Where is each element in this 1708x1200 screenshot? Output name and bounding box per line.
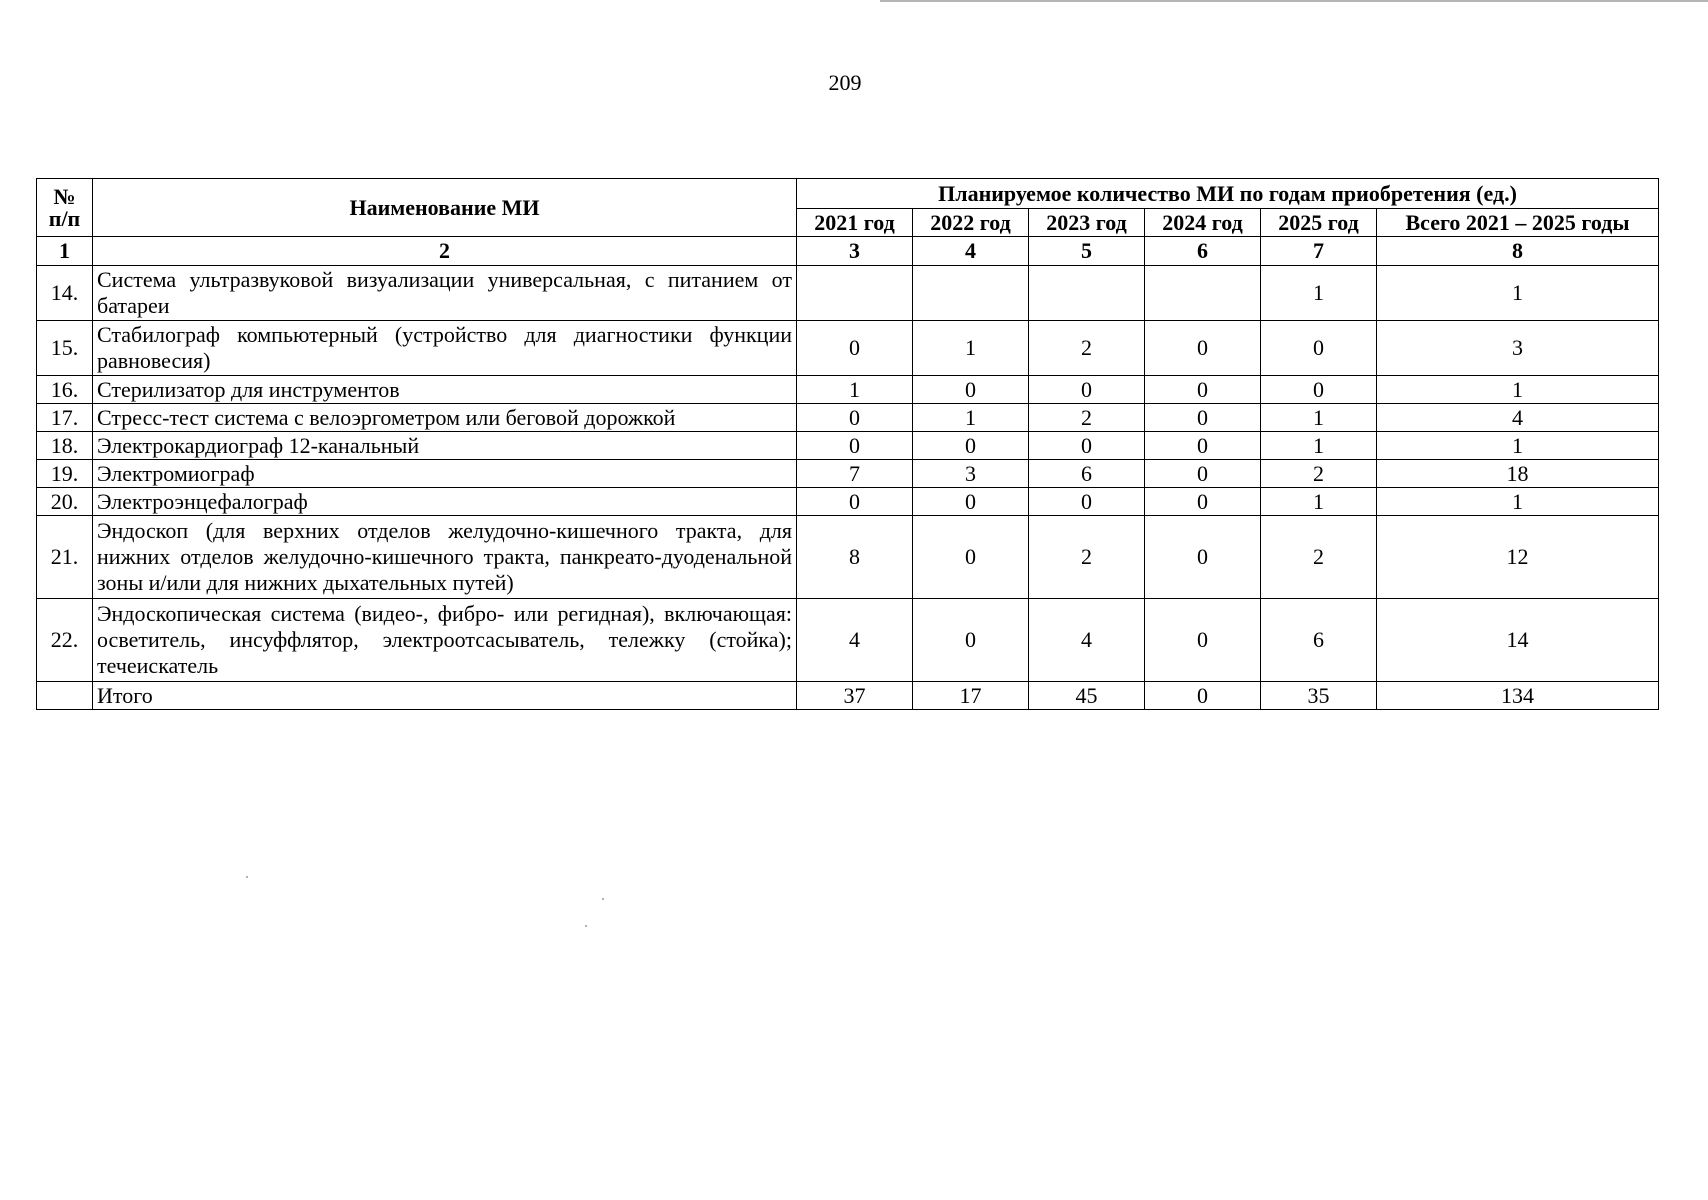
value-2024 <box>1145 266 1261 321</box>
value-2022 <box>913 266 1029 321</box>
top-edge-rule <box>880 0 1708 2</box>
value-2025: 2 <box>1261 460 1377 488</box>
column-number: 5 <box>1029 237 1145 266</box>
value-2024: 0 <box>1145 404 1261 432</box>
value-2025: 0 <box>1261 321 1377 376</box>
value-2024: 0 <box>1145 321 1261 376</box>
value-2023: 4 <box>1029 599 1145 682</box>
row-name: Стресс-тест система с велоэргометром или беговой дорожкой <box>93 404 797 432</box>
header-no-line1: № <box>53 183 76 209</box>
value-2021: 0 <box>797 321 913 376</box>
column-number: 1 <box>37 237 93 266</box>
value-2023: 6 <box>1029 460 1145 488</box>
total-label: Итого <box>93 682 797 710</box>
total-2023: 45 <box>1029 682 1145 710</box>
row-number: 18. <box>37 432 93 460</box>
header-group: Планируемое количество МИ по годам приобретения (ед.) <box>797 179 1659 209</box>
page-number: 209 <box>828 70 862 95</box>
column-number: 6 <box>1145 237 1261 266</box>
row-number: 20. <box>37 488 93 516</box>
header-name: Наименование МИ <box>93 179 797 237</box>
header-year-2022: 2022 год <box>913 209 1029 237</box>
value-2023: 2 <box>1029 404 1145 432</box>
total-2024: 0 <box>1145 682 1261 710</box>
scan-speck <box>246 876 248 878</box>
value-2024: 0 <box>1145 599 1261 682</box>
value-2024: 0 <box>1145 432 1261 460</box>
table-row <box>37 460 1659 488</box>
value-2023: 2 <box>1029 516 1145 599</box>
value-2024: 0 <box>1145 376 1261 404</box>
row-number: 14. <box>37 266 93 321</box>
row-name: Эндоскопическая система (видео-, фибро- или регидная), включающая: осветитель, инсуффлятор, электроотсасыватель, тележку (стойка); течеискатель <box>93 599 797 682</box>
value-2023: 0 <box>1029 376 1145 404</box>
value-2025: 2 <box>1261 516 1377 599</box>
value-2021 <box>797 266 913 321</box>
value-total: 18 <box>1377 460 1659 488</box>
value-2021: 0 <box>797 488 913 516</box>
value-2023: 0 <box>1029 432 1145 460</box>
total-all: 134 <box>1377 682 1659 710</box>
value-2023 <box>1029 266 1145 321</box>
table-row <box>37 432 1659 460</box>
value-2024: 0 <box>1145 488 1261 516</box>
header-year-2021: 2021 год <box>797 209 913 237</box>
value-total: 4 <box>1377 404 1659 432</box>
total-2021: 37 <box>797 682 913 710</box>
column-number: 4 <box>913 237 1029 266</box>
value-2022: 0 <box>913 432 1029 460</box>
header-year-2025: 2025 год <box>1261 209 1377 237</box>
value-2021: 1 <box>797 376 913 404</box>
table-body <box>37 266 1659 710</box>
total-row-number <box>37 682 93 710</box>
row-name: Стабилограф компьютерный (устройство для диагностики функции равновесия) <box>93 321 797 376</box>
value-2025: 1 <box>1261 266 1377 321</box>
row-name: Электроэнцефалограф <box>93 488 797 516</box>
column-number: 3 <box>797 237 913 266</box>
row-number: 16. <box>37 376 93 404</box>
row-number: 21. <box>37 516 93 599</box>
table-row <box>37 376 1659 404</box>
total-row <box>37 682 1659 710</box>
value-2022: 1 <box>913 321 1029 376</box>
value-2025: 1 <box>1261 404 1377 432</box>
value-2023: 0 <box>1029 488 1145 516</box>
row-number: 22. <box>37 599 93 682</box>
header-no <box>37 179 93 237</box>
header-year-2023: 2023 год <box>1029 209 1145 237</box>
column-number: 8 <box>1377 237 1659 266</box>
value-2021: 8 <box>797 516 913 599</box>
table-row <box>37 599 1659 682</box>
value-2022: 0 <box>913 488 1029 516</box>
column-number: 7 <box>1261 237 1377 266</box>
value-2021: 0 <box>797 404 913 432</box>
value-2022: 0 <box>913 376 1029 404</box>
value-total: 1 <box>1377 488 1659 516</box>
table-row <box>37 404 1659 432</box>
value-2022: 1 <box>913 404 1029 432</box>
row-name: Электрокардиограф 12-канальный <box>93 432 797 460</box>
value-total: 14 <box>1377 599 1659 682</box>
table-row <box>37 516 1659 599</box>
scan-speck <box>585 925 587 927</box>
value-2025: 1 <box>1261 488 1377 516</box>
row-number: 19. <box>37 460 93 488</box>
table-row <box>37 488 1659 516</box>
value-total: 12 <box>1377 516 1659 599</box>
row-number: 17. <box>37 404 93 432</box>
value-2021: 0 <box>797 432 913 460</box>
value-total: 1 <box>1377 266 1659 321</box>
value-2025: 6 <box>1261 599 1377 682</box>
row-name: Система ультразвуковой визуализации универсальная, с питанием от батареи <box>93 266 797 321</box>
value-2021: 7 <box>797 460 913 488</box>
value-2024: 0 <box>1145 460 1261 488</box>
header-no-line2: п/п <box>48 205 81 231</box>
value-2021: 4 <box>797 599 913 682</box>
row-name: Электромиограф <box>93 460 797 488</box>
value-2023: 2 <box>1029 321 1145 376</box>
header-year-2024: 2024 год <box>1145 209 1261 237</box>
row-name: Стерилизатор для инструментов <box>93 376 797 404</box>
header-total: Всего 2021 – 2025 годы <box>1377 209 1659 237</box>
value-2022: 0 <box>913 599 1029 682</box>
value-2022: 3 <box>913 460 1029 488</box>
value-total: 3 <box>1377 321 1659 376</box>
row-name: Эндоскоп (для верхних отделов желудочно-кишечного тракта, для нижних отделов желудочно-кишечного тракта, панкреато-дуоденальной зоны и/или для нижних дыхательных путей) <box>93 516 797 599</box>
value-2024: 0 <box>1145 516 1261 599</box>
value-total: 1 <box>1377 432 1659 460</box>
value-2025: 1 <box>1261 432 1377 460</box>
total-2022: 17 <box>913 682 1029 710</box>
value-2022: 0 <box>913 516 1029 599</box>
table-row <box>37 266 1659 321</box>
column-number: 2 <box>93 237 797 266</box>
table-header <box>37 179 1659 266</box>
column-number-row <box>37 237 1659 266</box>
equipment-table <box>36 178 1659 710</box>
value-2025: 0 <box>1261 376 1377 404</box>
scan-speck <box>602 898 604 900</box>
value-total: 1 <box>1377 376 1659 404</box>
total-2025: 35 <box>1261 682 1377 710</box>
row-number: 15. <box>37 321 93 376</box>
table-row <box>37 321 1659 376</box>
